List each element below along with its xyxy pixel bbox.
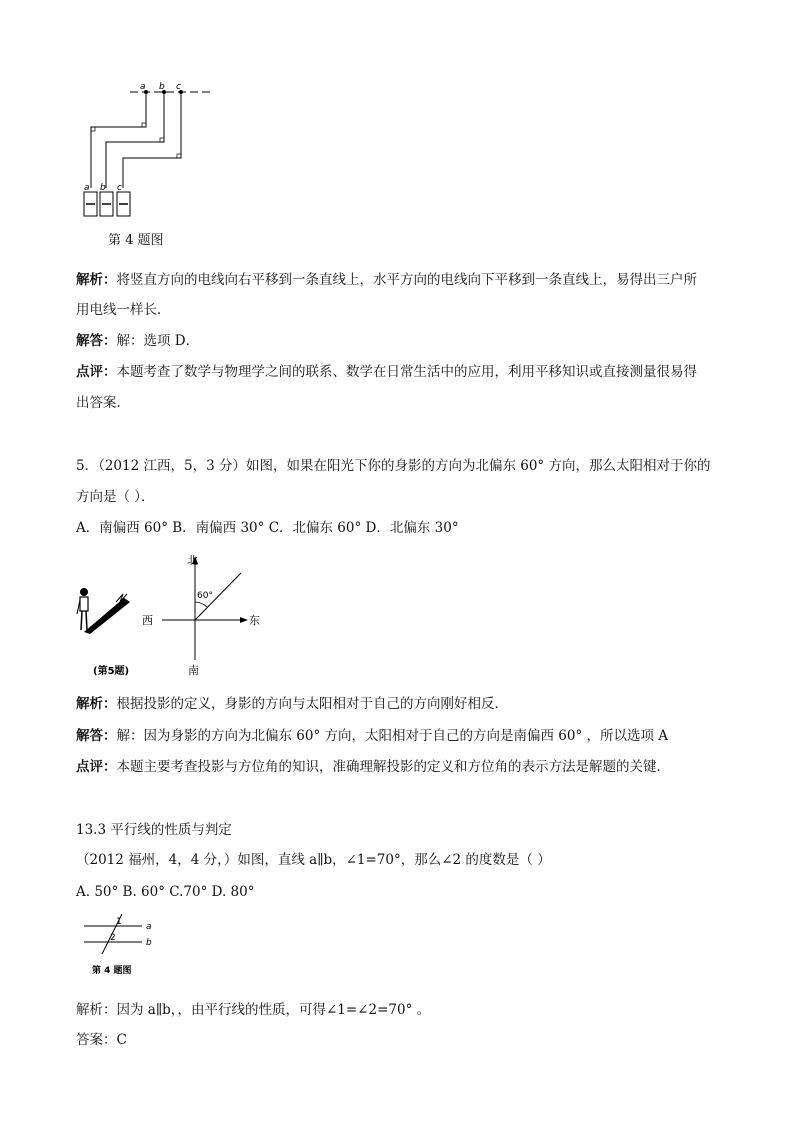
q5-analysis: 解析：根据投影的定义，身影的方向与太阳相对于自己的方向刚好相反． bbox=[76, 696, 508, 712]
q4-label-a-top: a bbox=[140, 82, 146, 92]
section-analysis: 解析：因为 a∥b，，由平行线的性质，可得∠1=∠2=70° 。 bbox=[76, 1002, 431, 1018]
parallel-line-a: a bbox=[146, 922, 152, 932]
parallel-angle-1: 1 bbox=[116, 917, 122, 927]
q4-figure-caption: 第 4 题图 bbox=[108, 233, 164, 248]
parallel-line-b: b bbox=[146, 938, 152, 948]
q4-wiring-figure bbox=[76, 80, 216, 225]
q4-label-b-top: b bbox=[159, 82, 165, 92]
section-options: A. 50° B. 60° C.70° D. 80° bbox=[76, 884, 255, 900]
q4-answer: 解答：解：选项 D． bbox=[76, 333, 200, 349]
q5-stem-line2: 方向是（ ）． bbox=[76, 489, 155, 505]
q4-label-b-bottom: b bbox=[100, 183, 106, 193]
q5-west-label: 西 bbox=[142, 614, 153, 627]
section-parallel-figure bbox=[82, 910, 162, 980]
q4-label-a-bottom: a bbox=[84, 183, 90, 193]
q5-options: A．南偏西 60° B．南偏西 30° C．北偏东 60° D．北偏东 30° bbox=[76, 520, 459, 536]
q5-compass-figure bbox=[76, 550, 276, 680]
section-stem: （2012 福州，4，4 分，）如图，直线 a∥b，∠1=70°，那么∠2 的度数是（ ） bbox=[76, 852, 551, 868]
q5-angle-label: 60° bbox=[197, 591, 213, 601]
parallel-figure-caption: 第 4 题图 bbox=[92, 966, 132, 976]
q5-north-label: 北 bbox=[187, 554, 198, 567]
q4-label-c-bottom: c bbox=[117, 183, 122, 193]
section-answer: 答案：C bbox=[76, 1032, 127, 1048]
q4-label-c-top: c bbox=[176, 82, 181, 92]
q5-comment: 点评：本题主要考查投影与方位角的知识，准确理解投影的定义和方位角的表示方法是解题的关键． bbox=[76, 759, 670, 775]
q5-east-label: 东 bbox=[249, 614, 260, 627]
q5-figure-caption: (第5题) bbox=[93, 666, 130, 677]
q4-analysis-line1: 解析：将竖直方向的电线向右平移到一条直线上，水平方向的电线向下平移到一条直线上，易得出三户所 bbox=[76, 272, 697, 288]
q4-comment-line2: 出答案． bbox=[76, 395, 130, 411]
q4-comment-line1: 点评：本题考查了数学与物理学之间的联系、数学在日常生活中的应用，利用平移知识或直接测量很易得 bbox=[76, 364, 697, 380]
q4-analysis-line2: 用电线一样长． bbox=[76, 302, 171, 318]
q5-south-label: 南 bbox=[188, 664, 199, 677]
q5-stem-line1: 5．（2012 江西，5，3 分）如图，如果在阳光下你的身影的方向为北偏东 60° 方向，那么太阳相对于你的 bbox=[76, 458, 711, 474]
q5-answer: 解答：解：因为身影的方向为北偏东 60° 方向，太阳相对于自己的方向是南偏西 60° ，所以选项 A bbox=[76, 728, 669, 744]
section-title: 13.3 平行线的性质与判定 bbox=[76, 822, 232, 838]
parallel-angle-2: 2 bbox=[110, 933, 116, 943]
